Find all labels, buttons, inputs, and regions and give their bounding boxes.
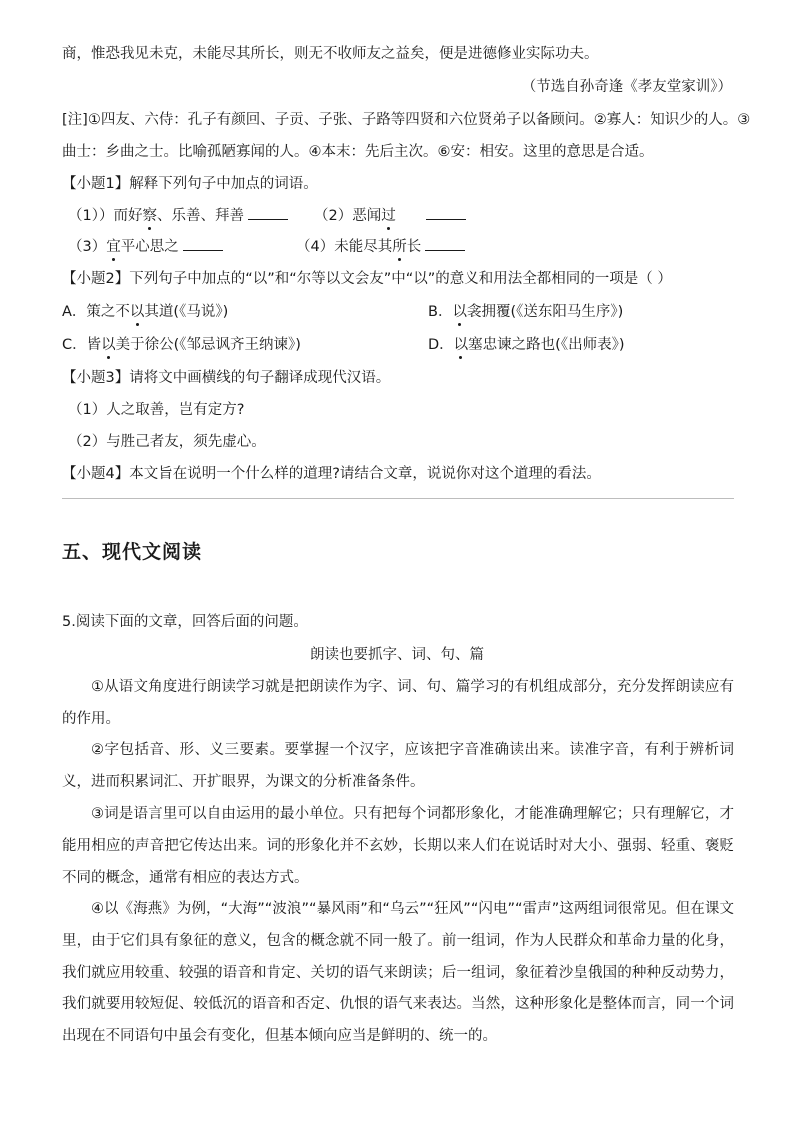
section-heading: 五、现代文阅读 — [62, 541, 203, 563]
dotted-word: 察 — [142, 208, 157, 224]
dotted-word: 所 — [392, 239, 407, 255]
passage-end-line: 商，惟恐我见未克，未能尽其所长，则无不收师友之益矣，便是进德修业实际功夫。 — [62, 46, 599, 62]
answer-blank[interactable] — [183, 237, 223, 251]
question-1-item-1: （1））而好察、乐善、拜善 — [68, 206, 288, 226]
dotted-word: 以 — [101, 337, 116, 353]
dotted-word: 以 — [453, 337, 469, 353]
answer-blank[interactable] — [248, 206, 288, 220]
question-2-stem: 【小题2】下列句子中加点的“以”和“尔等以文会友”中“以”的意义和用法全都相同的一项是（ ） — [62, 271, 672, 287]
question-3-stem: 【小题3】请将文中画横线的句子翻译成现代汉语。 — [62, 370, 391, 386]
article-paragraph-2: ②字包括音、形、义三要素。要掌握一个汉字，应该把字音准确读出来。读准字音，有利于辨析词义，进而积累词汇、开扩眼界，为课文的分析准备条件。 — [62, 742, 734, 790]
question-2-option-c[interactable]: C．皆以美于徐公(《邹忌讽齐王纳谏》) — [62, 337, 301, 353]
answer-blank[interactable] — [426, 206, 466, 220]
article-paragraph-4: ④以《海燕》为例，“大海”“波浪”“暴风雨”和“乌云”“狂风”“闪电”“雷声”这两组词很常见。但在课文里，由于它们具有象征的意义，包含的概念就不同一般了。前一组词，作为人民群众和革命力量的化身，我们就应用较重、较强的语音和肯定、关切的语气来朗读；后一组词，象征着沙皇俄国的种种反动势力，我们就要用较短促、较低沉的语音和否定、仇恨的语气来表达。当然，这种形象化是整体而言，同一个词出现在不同语句中虽会有变化，但基本倾向应当是鲜明的、统一的。 — [62, 901, 734, 1045]
passage-source: （节选自孙奇逢《孝友堂家训》） — [521, 79, 732, 95]
question-1-item-2: （2）恶闻过 — [314, 206, 466, 226]
answer-blank[interactable] — [425, 237, 465, 251]
question-2-option-b[interactable]: B．以衾拥覆(《送东阳马生序》) — [428, 304, 624, 320]
question-1-item-4: （4）未能尽其所长 — [296, 237, 465, 257]
question-3-sentence-2: （2）与胜己者友，须先虚心。 — [68, 434, 266, 450]
question-2-option-d[interactable]: D．以塞忠谏之路也(《出师表》) — [428, 337, 625, 353]
notes-line-2: 曲士：乡曲之士。比喻孤陋寡闻的人。④本末：先后主次。⑥安：相安。这里的意思是合适。 — [62, 144, 654, 160]
dotted-word: 宜 — [106, 239, 121, 255]
question-1-stem: 【小题1】解释下列句子中加点的词语。 — [62, 176, 318, 192]
article-paragraph-3: ③词是语言里可以自由运用的最小单位。只有把每个词都形象化，才能准确理解它；只有理解它，才能用相应的声音把它传达出来。词的形象化并不玄妙，长期以来人们在说话时对大小、强弱、轻重、褒贬不同的概念，通常有相应的表达方式。 — [62, 806, 734, 886]
question-3-sentence-1: （1）人之取善，岂有定方? — [68, 402, 245, 418]
dotted-word: 过 — [381, 208, 396, 224]
section-divider — [62, 498, 734, 499]
dotted-word: 以 — [452, 304, 467, 320]
notes-line-1: [注]①四友、六侍：孔子有颜回、子贡、子张、子路等四贤和六位贤弟子以备顾问。②寡人：知识少的人。③ — [62, 112, 751, 128]
reading-instruction: 5.阅读下面的文章，回答后面的问题。 — [62, 614, 308, 630]
dotted-word: 以 — [129, 304, 145, 320]
question-1-item-3: （3）宜平心思之 — [68, 237, 223, 257]
article-paragraph-1: ①从语文角度进行朗读学习就是把朗读作为字、词、句、篇学习的有机组成部分，充分发挥朗读应有的作用。 — [62, 679, 734, 727]
article-title: 朗读也要抓字、词、句、篇 — [310, 647, 484, 663]
question-4-stem: 【小题4】本文旨在说明一个什么样的道理?请结合文章，说说你对这个道理的看法。 — [62, 466, 601, 482]
question-2-option-a[interactable]: A．策之不以其道(《马说》) — [62, 304, 229, 320]
